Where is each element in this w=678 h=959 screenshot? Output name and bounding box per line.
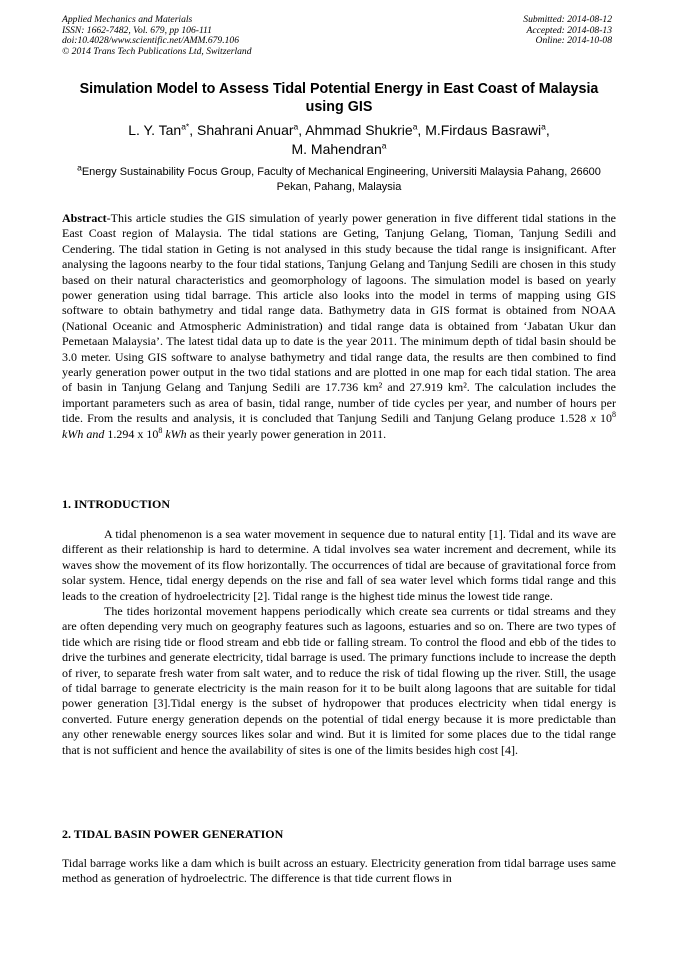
submitted-date: Submitted: 2014-08-12 (523, 14, 612, 25)
formula-exponent: 8 (158, 425, 163, 435)
paragraph: A tidal phenomenon is a sea water movement in sequence due to natural entity [1]. Tidal and its wave are different as their relationship is hard to determine. A tidal involves sea water increment and decrement, while its waves show the movement of its flow horizontally. The occurrences of tidal are because of gravitational force from solar system. Hence, tidal energy depends on the rise and fall of sea water level which forms tidal range and this leads to the creation of hydroelectricity [2]. Tidal range is the highest tide minus the lowest tide range. (62, 527, 616, 603)
author-name: L. Y. Tan (128, 122, 182, 138)
abstract-tail: as their yearly power generation in 2011. (186, 426, 387, 441)
tidal-basin-body (62, 856, 616, 887)
author-name: Ahmmad Shukrie (305, 122, 413, 138)
accepted-date: Accepted: 2014-08-13 (526, 24, 612, 36)
author-name: M. Mahendran (291, 141, 382, 157)
author-affil-mark: a (412, 121, 418, 132)
formula-unit: kWh (165, 426, 187, 441)
section-heading-introduction: 1. INTRODUCTION (62, 497, 171, 511)
abstract (62, 211, 616, 442)
formula-and: and (86, 426, 105, 441)
author-affil-mark: a* (181, 121, 190, 132)
formula-times: x (137, 426, 144, 441)
journal-name: Applied Mechanics and Materials (62, 14, 193, 25)
author-name: M.Firdaus Basrawi (425, 122, 542, 138)
journal-doi: doi:10.4028/www.scientific.net/AMM.679.106 (62, 35, 240, 47)
author-list: L. Y. Tan$^{a*}$, Shahrani Anuar$^a$, Ahmmad Shukrie$^a$, M.Firdaus Basrawi$^a$, M. Mahendran$^a$ (128, 121, 550, 157)
author-affil-mark: a (293, 121, 299, 132)
formula-base: 10 (600, 411, 613, 426)
journal-header (62, 15, 252, 57)
affiliation-mark: a (77, 162, 82, 173)
formula-unit: kWh (62, 426, 84, 441)
author-name: Shahrani Anuar (197, 122, 294, 138)
abstract-text: -This article studies the GIS simulation of yearly power generation in five different tidal stations in the East Coast region of Malaysia. The tidal stations are Geting, Tanjung Gelang, Tioman, Tanjung Sedili and Cendering. The tidal station in Geting is not analysed in this study because the tidal range is insignificant. After analysing the lagoons nearby to the four tidal stations, Tanjung Gelang and Tanjung Sedili are chosen in this study based on their natural characteristics and geomorphology of lagoons. The simulation model is based on yearly power generation using tidal barrage. This article also looks into the model in terms of mapping using GIS software to obtain bathymetry and tidal range data. Bathymetry data in GIS format is obtained from NOAA (National Oceanic and Atmospheric Administration) and tidal range data is obtained from ‘Jabatan Ukur dan Pemetaan Malaysia’. The latest tidal data up to date is the year 2011. The minimum depth of tidal basin should be 3.0 meter. Using GIS software to analyse bathymetry and tidal range data, the results are then combined to find yearly generation power output in the two tidal stations and are plotted in one map for each tidal station. The area of basin in Tanjung Gelang and Tanjung Sedili are 17.736 km² and 27.919 km². The calculation includes the important parameters such as area of basin, tidal range, number of tide cycles per year, and number of hours per tide. From the results and analysis, it is concluded that Tanjung Sedili and Tanjung Gelang produce (62, 211, 616, 426)
paragraph: The tides horizontal movement happens periodically which create sea currents or tidal streams and they are often depending very much on geography features such as lagoons, estuaries and so on. There are two types of tide which are rising tide or flood stream and ebb tide or falling stream. To control the flood and ebb of the tides to drive the turbines and generate electricity, tidal barrage is used. The primary functions include to increase the depth of river, to separate fresh water from salt water, and to reduce the risk of tidal flowing up the river. Still, the usage of tidal barrage to generate electricity is the main reason for it to be built along lagoons that are suitable for tidal power generation [3].Tidal energy is the subset of hydropower that produces electricity when tidal energy is converted. Future energy generation depends on the potential of tidal energy because it is more predictable than any other renewable energy sources likes solar and wind. But it is limited for some places due to the tidal range that is not sufficient and hence the availability of sites is one of the limits besides high cost [4]. (62, 604, 616, 757)
paragraph: Tidal barrage works like a dam which is built across an estuary. Electricity generation from tidal barrage uses same method as generation of hydroelectric. The difference is that tide current flows in (62, 856, 616, 886)
affiliation-text: Energy Sustainability Focus Group, Faculty of Mechanical Engineering, Universiti Malaysia Pahang, 26600 Pekan, Pahang, Malaysia (81, 166, 601, 193)
journal-copyright: © 2014 Trans Tech Publications Ltd, Switzerland (62, 45, 252, 57)
online-date: Online: 2014-10-08 (535, 35, 612, 47)
dates-header (523, 15, 612, 47)
formula-exponent: 8 (612, 410, 617, 420)
section-heading-tidal-basin: 2. TIDAL BASIN POWER GENERATION (62, 827, 284, 841)
journal-issn: ISSN: 1662-7482, Vol. 679, pp 106-111 (62, 24, 212, 36)
formula-value: 1.294 (107, 426, 135, 441)
formula-base: 10 (146, 426, 159, 441)
affiliation (62, 162, 616, 195)
formula-times: x (590, 411, 596, 426)
abstract-label: Abstract (62, 211, 107, 225)
author-affil-mark: a (541, 121, 546, 132)
formula-value: 1.528 (559, 411, 587, 426)
introduction-body (62, 527, 616, 758)
paper-title: Simulation Model to Assess Tidal Potential Energy in East Coast of Malaysia using GIS (79, 81, 599, 115)
author-affil-mark: a (381, 140, 387, 151)
